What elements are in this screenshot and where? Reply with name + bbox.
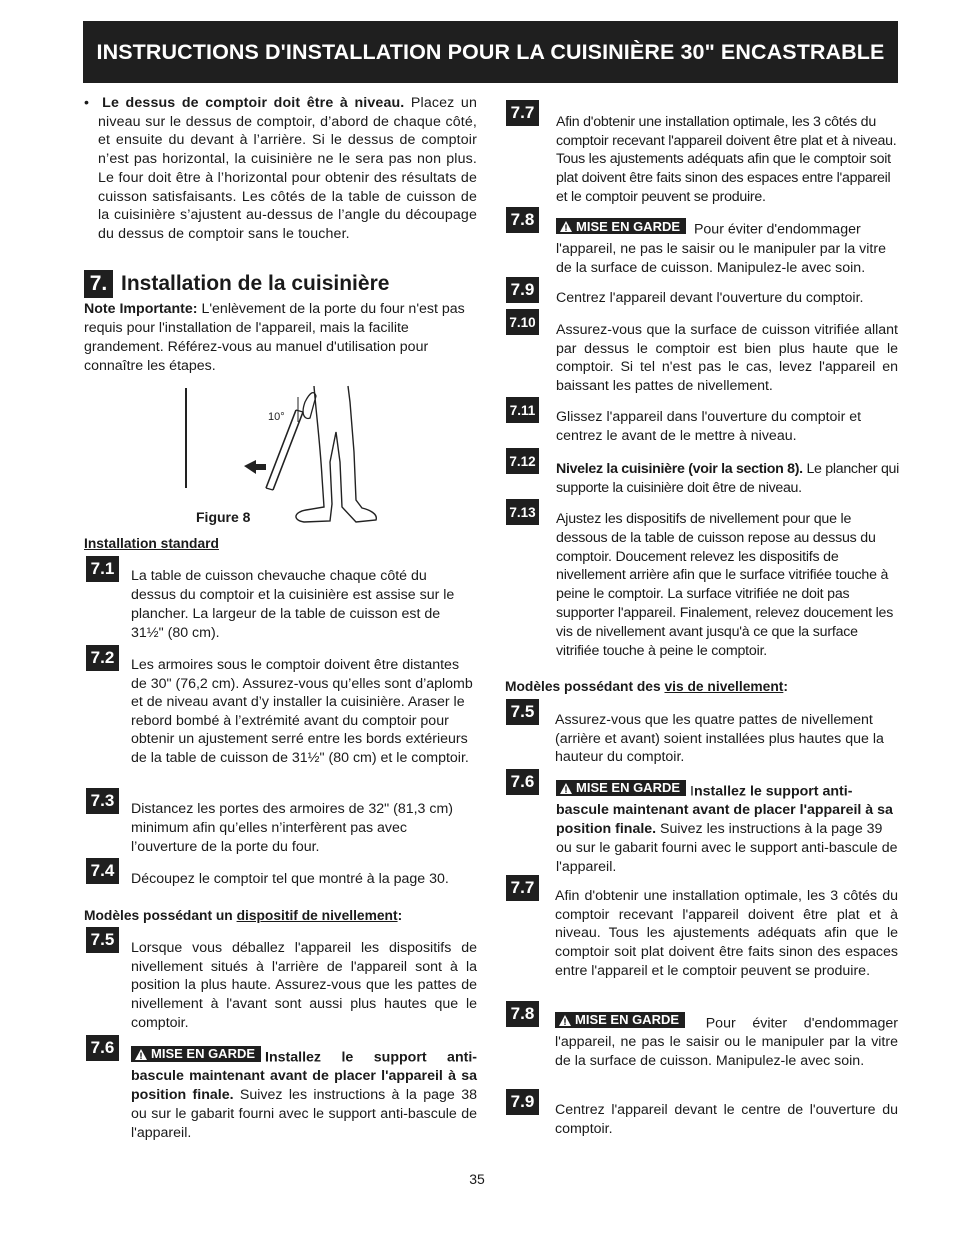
step-7-8-right-b-text: MISE EN GARDE Pour éviter d'endommager l'appareil, ne pas le saisir ou le manipuler par la vitre de la surface de cuisson. Manipulez-le avec soin. xyxy=(555,1011,898,1070)
leveling-screw-heading: Modèles possédant des vis de nivellement: xyxy=(505,679,788,694)
step-badge: 7.3 xyxy=(86,788,119,814)
step-badge: 7.11 xyxy=(506,397,539,423)
bullet: • xyxy=(84,95,90,111)
step-badge: 7.5 xyxy=(86,927,119,953)
step-badge: 7.7 xyxy=(506,875,539,901)
step-7-12-text: Nivelez la cuisinière (voir la section 8). Le plancher qui supporte la cuisinière doit être de niveau. xyxy=(556,461,899,496)
step-7-5-left-text: Lorsque vous déballez l'appareil les dispositifs de nivellement situés à l'arrière de l'appareil sont à la position la plus haute. Assurez-vous que les pattes de nivellement à l'avant sont aussi plus hautes que le comptoir. xyxy=(131,940,477,1031)
page-number: 35 xyxy=(469,1171,485,1187)
step-badge: 7.10 xyxy=(506,309,539,335)
step-badge: 7.7 xyxy=(506,100,539,126)
step-badge: 7.13 xyxy=(506,499,539,525)
note-label: Note Importante: xyxy=(84,301,198,317)
figure-caption: Figure 8 xyxy=(196,509,251,525)
step-7-7-right-b-text: Afin d'obtenir une installation optimale, les 3 côtés du comptoir recevant l'appareil doivent être plat et à niveau. Tous les ajustements adéquats afin que le comptoir soit plat doivent être faits sinon des espaces entre l'appareil et le comptoir peuvent se produire. xyxy=(555,888,898,979)
step-7-7-text: Afin d'obtenir une installation optimale, les 3 côtés du comptoir recevant l'appareil doivent être plat et à niveau. Tous les ajustements adéquats afin que le comptoir soit plat doivent être faits sinon des espaces entre l'appareil et le comptoir peuvent se produire. xyxy=(556,114,897,205)
step-7-11-text: Glissez l'appareil dans l'ouverture du comptoir et centrez le avant de le mettre à niveau. xyxy=(556,409,862,444)
warning-triangle-icon xyxy=(558,1014,572,1027)
step-7-1-text: La table de cuisson chevauche chaque côté du dessus du comptoir et la cuisinière est assise sur le plancher. La largeur de la table de cuisson est de 31½" (80 cm). xyxy=(131,568,455,641)
section-title: Installation de la cuisinière xyxy=(121,272,390,295)
important-note xyxy=(84,300,469,376)
section-heading xyxy=(84,270,389,298)
step-badge: 7.8 xyxy=(506,1001,539,1027)
warning-triangle-icon xyxy=(559,220,573,233)
step-badge: 7.8 xyxy=(506,207,539,233)
warning-triangle-icon xyxy=(559,782,573,795)
step-badge: 7.6 xyxy=(506,769,539,795)
step-7-9-right-b-text: Centrez l'appareil devant le centre de l'ouverture du comptoir. xyxy=(555,1102,898,1137)
warning-badge: MISE EN GARDE xyxy=(556,780,686,796)
step-badge: 7.5 xyxy=(506,699,539,725)
angle-label: 10° xyxy=(268,411,285,423)
step-badge: 7.6 xyxy=(86,1035,119,1061)
intro-text: Placez un niveau sur le dessus de comptoir, d’abord de chaque côté, et ensuite du devant à l’arrière. Si le dessus de comptoir n’est pas horizontal, la cuisinière ne le sera pas non plus. Le four doit être à l’horizontal pour obtenir des résultats de cuisson satisfaisants. Les côtés de la table de cuisson de la cuisinière s’ajustent au-dessus de l’angle du découpage du dessus de comptoir sans le toucher. xyxy=(98,95,478,242)
step-badge: 7.2 xyxy=(86,645,119,671)
page-title-banner xyxy=(83,21,898,83)
step-7-10-text: Assurez-vous que la surface de cuisson vitrifiée allant par dessus le comptoir est bien plus haute que le comptoir. Si tel n'est pas le cas, levez l'appareil en baissant les pattes de nivellement. xyxy=(556,322,898,395)
step-badge: 7.4 xyxy=(86,858,119,884)
step-7-8-text: MISE EN GARDE Pour éviter d'endommager l'appareil, ne pas le saisir ou le manipuler par la vitre de la surface de cuisson. Manipulez-le avec soin. xyxy=(556,218,886,276)
step-7-13-text: Ajustez les dispositifs de nivellement pour que le dessous de la table de cuisson repose au dessus du comptoir. Doucement relevez les dispositifs de nivellement arrière afin que le surface vitrifiée touche à peine le comptoir. La surface vitrifiée ne doit pas supporter l'appareil. Finalement, relevez doucement les vis de nivellement avant jusqu'à ce que la surface vitrifiée touche à peine le comptoir. xyxy=(556,511,894,659)
step-7-6-left-text: MISE EN GARDE Installez le support anti-bascule maintenant avant de placer l'appareil à sa position finale. Suivez les instructions à la page 38 ou sur le gabarit fourni avec le support anti-bascule de l'appareil. xyxy=(131,1045,477,1141)
intro-bold: Le dessus de comptoir doit être à niveau. xyxy=(102,95,405,111)
section-number: 7. xyxy=(84,270,113,298)
intro-paragraph xyxy=(84,94,477,244)
step-7-4-text: Découpez le comptoir tel que montré à la page 30. xyxy=(131,871,449,887)
warning-badge: MISE EN GARDE xyxy=(555,1012,685,1028)
warning-badge: MISE EN GARDE xyxy=(131,1046,261,1062)
step-badge: 7.9 xyxy=(506,1089,539,1115)
step-badge: 7.9 xyxy=(506,277,539,303)
step-7-6-right-text: MISE EN GARDE Installez le support anti-bascule maintenant avant de placer l'appareil à sa position finale. Suivez les instructions à la page 39 ou sur le gabarit fourni avec le support anti-bascule de l'appareil. xyxy=(556,779,898,875)
step-7-2-text: Les armoires sous le comptoir doivent être distantes de 30" (76,2 cm). Assurez-vous qu’elles sont d’aplomb et de niveau avant d’y installer la cuisinière. Araser le rebord bombé à l’extrémité avant du comptoir pour obtenir un ajustement serré entre les bords extérieurs de la table de cuisson de 31½" (80 cm) et le comptoir. xyxy=(131,657,473,766)
warning-triangle-icon xyxy=(134,1048,148,1061)
step-7-5-right-text: Assurez-vous que les quatre pattes de nivellement (arrière et avant) soient installées plus hautes que la hauteur du comptoir. xyxy=(555,712,884,766)
leveling-device-heading: Modèles possédant un dispositif de nivellement: xyxy=(84,908,403,923)
step-7-9-text: Centrez l'appareil devant l'ouverture du comptoir. xyxy=(556,290,864,306)
step-badge: 7.12 xyxy=(506,448,539,474)
note-text: L'enlèvement de la porte du four n'est pas requis pour l'installation de l'appareil, mais la facilite grandement. Référez-vous au manuel d'utilisation pour connaître les étapes. xyxy=(84,301,465,374)
page-title: INSTRUCTIONS D'INSTALLATION POUR LA CUISINIÈRE 30" ENCASTRABLE xyxy=(96,39,885,64)
standard-install-heading: Installation standard xyxy=(84,536,219,551)
step-7-3-text: Distancez les portes des armoires de 32" (81,3 cm) minimum afin qu’elles n’interfèrent pas avec l’ouverture de la porte du four. xyxy=(131,801,454,855)
step-badge: 7.1 xyxy=(86,556,119,582)
warning-badge: MISE EN GARDE xyxy=(556,218,686,234)
